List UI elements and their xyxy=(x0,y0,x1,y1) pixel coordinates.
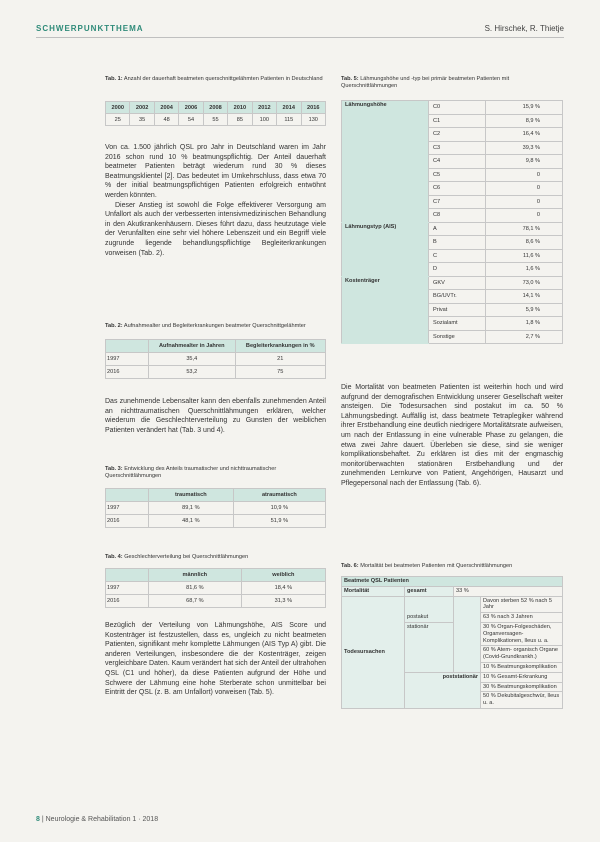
tab4-caption: Tab. 4: Geschlechterverteilung bei Querschnittlähmungen xyxy=(105,554,249,560)
table-row: C1 8,9 % xyxy=(342,114,563,128)
table-row: Kostenträger GKV 73,0 % xyxy=(342,276,563,290)
table-row: 1997 81,6 % 18,4 % xyxy=(106,582,326,595)
table-row: C 11,6 % xyxy=(342,249,563,263)
tab2-caption: Tab. 2: Aufnahmealter und Begleiterkrankungen beatmeter Querschnittgelähmter xyxy=(105,323,306,329)
right-body-text xyxy=(341,383,563,489)
left-body-text-2 xyxy=(105,397,326,435)
tab5-caption: Tab. 5: Lähmungshöhe und -typ bei primär beatmeten Patienten mit Querschnittlähmungen xyxy=(341,76,510,90)
table-row: poststationär 10 % Gesamt-Erkrankung xyxy=(342,672,563,682)
paragraph: Die Mortalität von beatmeten Patienten ist weiterhin hoch und wird aufgrund der demografischen Entwicklung unserer Gesellschaft weiter ansteigen. Die Todesursachen sind postakut im ca. 50 % Lähmungsbedingt. Auffällig ist, dass beatmete Tetraplegiker während ihrer Erstbehandlung eine deutlich niedrigere Mortalitätsrate aufweisen, um nach der Entlassung in eine vulnerable Phase zu gelangen, die etwa zwei Jahre dauert. Überleben sie diese, sind sie weniger komplikationsbehaftet. Zu erklären ist dies mit der engmaschig monitorüberwachten stationären Erstbehandlung und der zunehmenden Lernkurve von Patient, Angehörigen, Hausarzt und Pflegepersonal nach der Entlassung (Tab. 6). xyxy=(341,384,563,487)
table-row: C8 0 xyxy=(342,209,563,223)
page-footer: 8 | Neurologie & Rehabilitation 1 · 2018 xyxy=(36,816,159,823)
paragraph: Dieser Anstieg ist sowohl die Folge effektiverer Versorgung am Unfallort als auch der verbesserten intensivmedizinischen Behandlung in den Akutkrankenhäusern. Dieses führt dazu, dass heutzutage viele der Verunfallten eine sehr viel höhere Lebenszeit und ein Begriff viele zugrunde liegende behandlungspflichtige Begleiterkrankungen vorweisen (Tab. 2). xyxy=(105,201,326,257)
table-row: 50 % Dekubitalgeschwür, Ileus u. a. xyxy=(342,692,563,709)
table-row: 2016 53,2 75 xyxy=(106,366,326,379)
section-label: SCHWERPUNKTTHEMA xyxy=(36,24,144,33)
table-row: C5 0 xyxy=(342,168,563,182)
table-header-row: männlich weiblich xyxy=(106,569,326,582)
table-row: Lähmungstyp (AIS) A 78,1 % xyxy=(342,222,563,236)
table-row: Mortalität gesamt 33 % xyxy=(342,586,563,596)
table-header-row: Beatmete QSL Patienten xyxy=(342,577,563,587)
tab6-caption: Tab. 6: Mortalität bei beatmeten Patienten mit Querschnittlähmungen xyxy=(341,563,513,569)
header-divider xyxy=(36,37,564,38)
tab3-caption: Tab. 3: Entwicklung des Anteils traumatischer und nichttraumatischer Querschnittlähmungen xyxy=(105,466,277,480)
table-row: 1997 35,4 21 xyxy=(106,353,326,366)
table-row: 63 % nach 3 Jahren xyxy=(342,613,563,623)
page-number: 8 xyxy=(36,816,40,823)
table-row: 30 % Beatmungskomplikation xyxy=(342,682,563,692)
table-row: 10 % Beatmungskomplikation xyxy=(342,662,563,672)
table-row: B 8,6 % xyxy=(342,236,563,250)
table-row: C7 0 xyxy=(342,195,563,209)
table-row: D 1,6 % xyxy=(342,263,563,277)
table-row: 2016 48,1 % 51,9 % xyxy=(106,515,326,528)
table-row: C2 16,4 % xyxy=(342,128,563,142)
paragraph: Das zunehmende Lebensalter kann den ebenfalls zunehmenden Anteil an nichttraumatischen Querschnittlähmungen erklären, welcher wiederum die Geschlechterverteilung zu Gunsten der weiblichen Patienten verändert hat (Tab. 3 und 4). xyxy=(105,398,326,434)
table-header-row: traumatisch atraumatisch xyxy=(106,489,326,502)
table-row: Sozialamt 1,8 % xyxy=(342,317,563,331)
header-authors: S. Hirschek, R. Thietje xyxy=(484,24,564,33)
table-header-row: Aufnahmealter in Jahren Begleiterkrankungen in % xyxy=(106,340,326,353)
table-row: 2016 68,7 % 31,3 % xyxy=(106,595,326,608)
tab2-table xyxy=(105,339,326,379)
table-row: stationär 30 % Organ-Folgeschäden, Organversagen-Komplikationen, Ileus u. a. xyxy=(342,622,563,645)
table-row: BG/UVTr. 14,1 % xyxy=(342,290,563,304)
tab5-table xyxy=(341,100,563,344)
table-row: Todesursachen postakut Davon sterben 52 % nach 5 Jahr xyxy=(342,596,563,613)
table-row: C6 0 xyxy=(342,182,563,196)
tab4-table xyxy=(105,568,326,608)
table-row: Privat 5,9 % xyxy=(342,303,563,317)
table-row: C4 9,8 % xyxy=(342,155,563,169)
table-row: C3 39,3 % xyxy=(342,141,563,155)
paragraph: Bezüglich der Verteilung von Lähmungshöhe, AIS Score und Kostenträger ist festzustellen, dass es, ungleich zu nicht beatmeten Patienten, signifikant mehr komplette Lähmungen (AIS Typ A) gibt. Die anderen Verteilungen, insbesondere die der Kostenträger, zeigen vergleichbare Daten. Kaum verändert hat sich der Anteil der ultrahohen QSL (C1 und höher), da diese Patienten aufgrund der Höhe und Schwere der Lähmung eine hohe Sterberate schon unmittelbar bei Eintritt der QSL (z. B. am Unfallort) vorweisen (Tab. 5). xyxy=(105,622,326,697)
journal-name: Neurologie & Rehabilitation 1 · 2018 xyxy=(45,816,159,823)
tab1-caption: Tab. 1: Anzahl der dauerhaft beatmeten querschnittgelähmten Patienten in Deutschland xyxy=(105,76,323,82)
left-body-text-3 xyxy=(105,621,326,698)
tab3-table xyxy=(105,488,326,528)
left-body-text-1 xyxy=(105,143,326,258)
table-row: 1997 89,1 % 10,9 % xyxy=(106,502,326,515)
table-header-row: 2000 2002 2004 2006 2008 2010 2012 2014 2016 xyxy=(106,102,326,114)
tab1-table xyxy=(105,101,326,126)
table-row: 25 35 48 54 55 85 100 115 130 xyxy=(106,114,326,126)
table-row: 60 % Atem- organisch Organe (Covid-Grundkrankh.) xyxy=(342,646,563,663)
tab6-table xyxy=(341,576,563,709)
table-row: Sonstige 2,7 % xyxy=(342,330,563,344)
paragraph: Von ca. 1.500 jährlich QSL pro Jahr in Deutschland waren im Jahr 2016 schon rund 10 % beatmungspflichtig. Der Anteil dauerhaft beatmeter Patienten beträgt wiederum rund 30 % dieses Beatmungsklientel [2]. Das bedeutet im Umkehrschluss, dass etwa 70 % der initial beatmungspflichtigen Patienten erfolgreich entwöhnt werden könnten. xyxy=(105,144,326,199)
table-row: Lähmungshöhe C0 15,9 % xyxy=(342,101,563,115)
